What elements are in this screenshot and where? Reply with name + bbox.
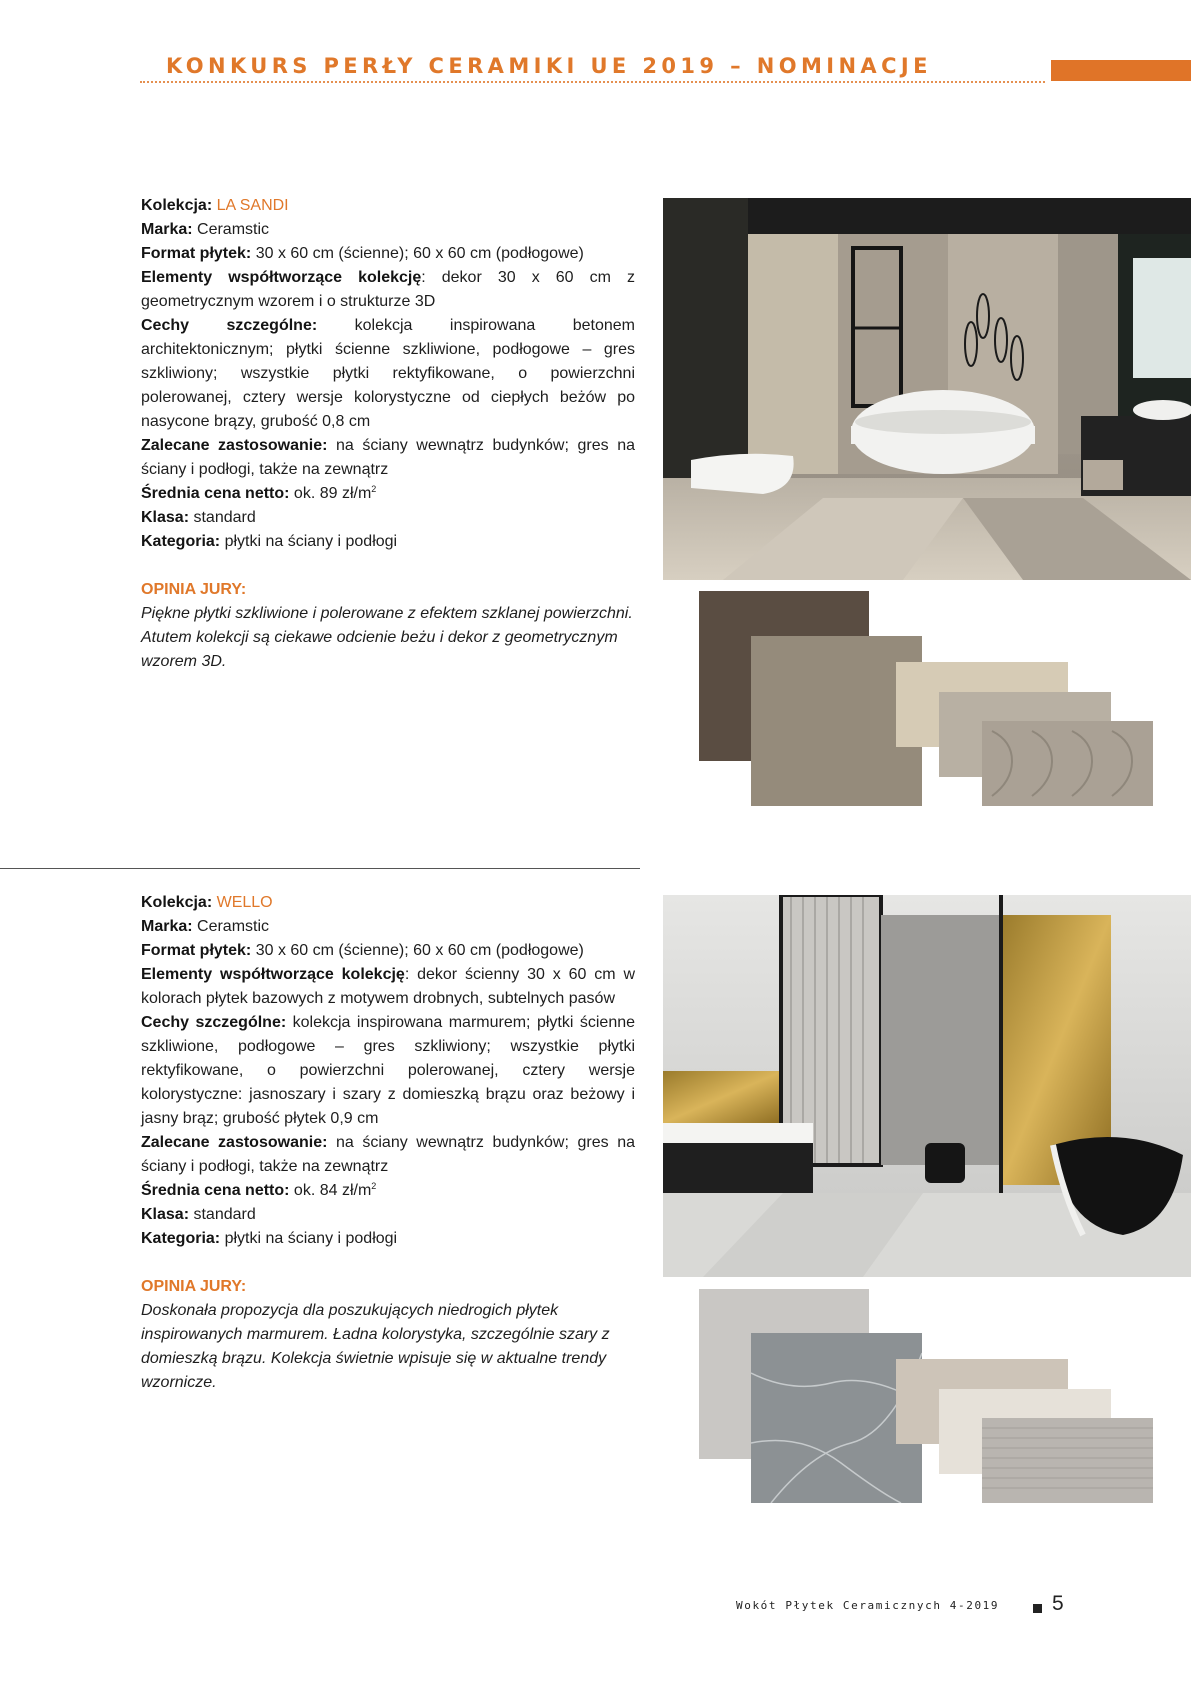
wello-bathroom-photo: [663, 895, 1191, 1277]
usage-line: Zalecane zastosowanie: na ściany wewnątrz budynków; gres na ściany i podłogi, także na zewnątrz: [141, 1134, 635, 1175]
page-header-title: KONKURS PERŁY CERAMIKI UE 2019 – NOMINACJE: [166, 54, 932, 78]
entry-la-sandi: [141, 194, 635, 674]
brand-line: Marka: Ceramstic: [141, 221, 270, 238]
jury-text: Piękne płytki szkliwione i polerowane z efektem szklanej powierzchni. Atutem kolekcji są ciekawe odcienie beżu i dekor z geometrycznym wzorem 3D.: [141, 605, 633, 670]
class-line: Klasa: standard: [141, 509, 256, 526]
jury-title: OPINIA JURY:: [141, 1278, 247, 1295]
la-sandi-bathroom-photo: [663, 198, 1191, 580]
price-line: Średnia cena netto: ok. 84 $zł/m^2$: [141, 1181, 377, 1199]
features-line: Cechy szczególne: kolekcja inspirowana betonem architektonicznym; płytki ścienne szkliwione, podłogowe – gres szkliwiony; wszystkie płytki rektyfikowane, o powierzchni polerowanej, cztery wersje kolorystyczne od ciepłych beżów po nasycone brązy, grubość 0,8 cm: [141, 317, 635, 430]
tile-sample-3d-decor: [982, 721, 1153, 806]
entry-wello: [141, 891, 635, 1395]
format-line: Format płytek: 30 x 60 cm (ścienne); 60 x 60 cm (podłogowe): [141, 245, 584, 262]
jury-text: Doskonała propozycja dla poszukujących niedrogich płytek inspirowanych marmurem. Ładna kolorystyka, szczególnie szary z domieszką brązu. Kolekcja świetnie wpisuje się w aktualne trendy wzornicze.: [141, 1302, 610, 1391]
class-line: Klasa: standard: [141, 1206, 256, 1223]
page-number: 5: [1052, 1592, 1064, 1615]
footer-square-bullet: [1033, 1604, 1042, 1613]
section-separator: [0, 868, 640, 869]
usage-line: Zalecane zastosowanie: na ściany wewnątrz budynków; gres na ściany i podłogi, także na zewnątrz: [141, 437, 635, 478]
format-line: Format płytek: 30 x 60 cm (ścienne); 60 x 60 cm (podłogowe): [141, 942, 584, 959]
elements-line: Elementy współtworzące kolekcję: dekor ścienny 30 x 60 cm w kolorach płytek bazowych z motywem drobnych, subtelnych pasów: [141, 966, 635, 1007]
tile-sample-striped-decor: [982, 1418, 1153, 1503]
elements-line: Elementy współtworzące kolekcję: dekor 30 x 60 cm z geometrycznym wzorem i o strukturze 3D: [141, 269, 635, 310]
category-line: Kategoria: płytki na ściany i podłogi: [141, 1230, 398, 1247]
jury-title: OPINIA JURY:: [141, 581, 247, 598]
brand-line: Marka: Ceramstic: [141, 918, 270, 935]
collection-line: Kolekcja: WELLO: [141, 894, 273, 911]
header-dotted-rule: [140, 81, 1045, 83]
header-accent-bar: [1051, 60, 1191, 81]
category-line: Kategoria: płytki na ściany i podłogi: [141, 533, 398, 550]
collection-line: Kolekcja: LA SANDI: [141, 197, 289, 214]
features-line: Cechy szczególne: kolekcja inspirowana marmurem; płytki ścienne szkliwione, podłogowe – gres szkliwiony; wszystkie płytki rektyfikowane, o powierzchni polerowanej, cztery wersje kolorystyczne: jasnoszary i szary z domieszką brązu oraz beżowy i jasny brąz; grubość płytek 0,9 cm: [141, 1014, 636, 1127]
footer-publication: Wokót Płytek Ceramicznych 4-2019: [736, 1599, 1000, 1612]
price-line: Średnia cena netto: ok. 89 $zł/m^2$: [141, 484, 377, 502]
collection-name: LA SANDI: [216, 197, 289, 214]
collection-name: WELLO: [216, 894, 273, 911]
